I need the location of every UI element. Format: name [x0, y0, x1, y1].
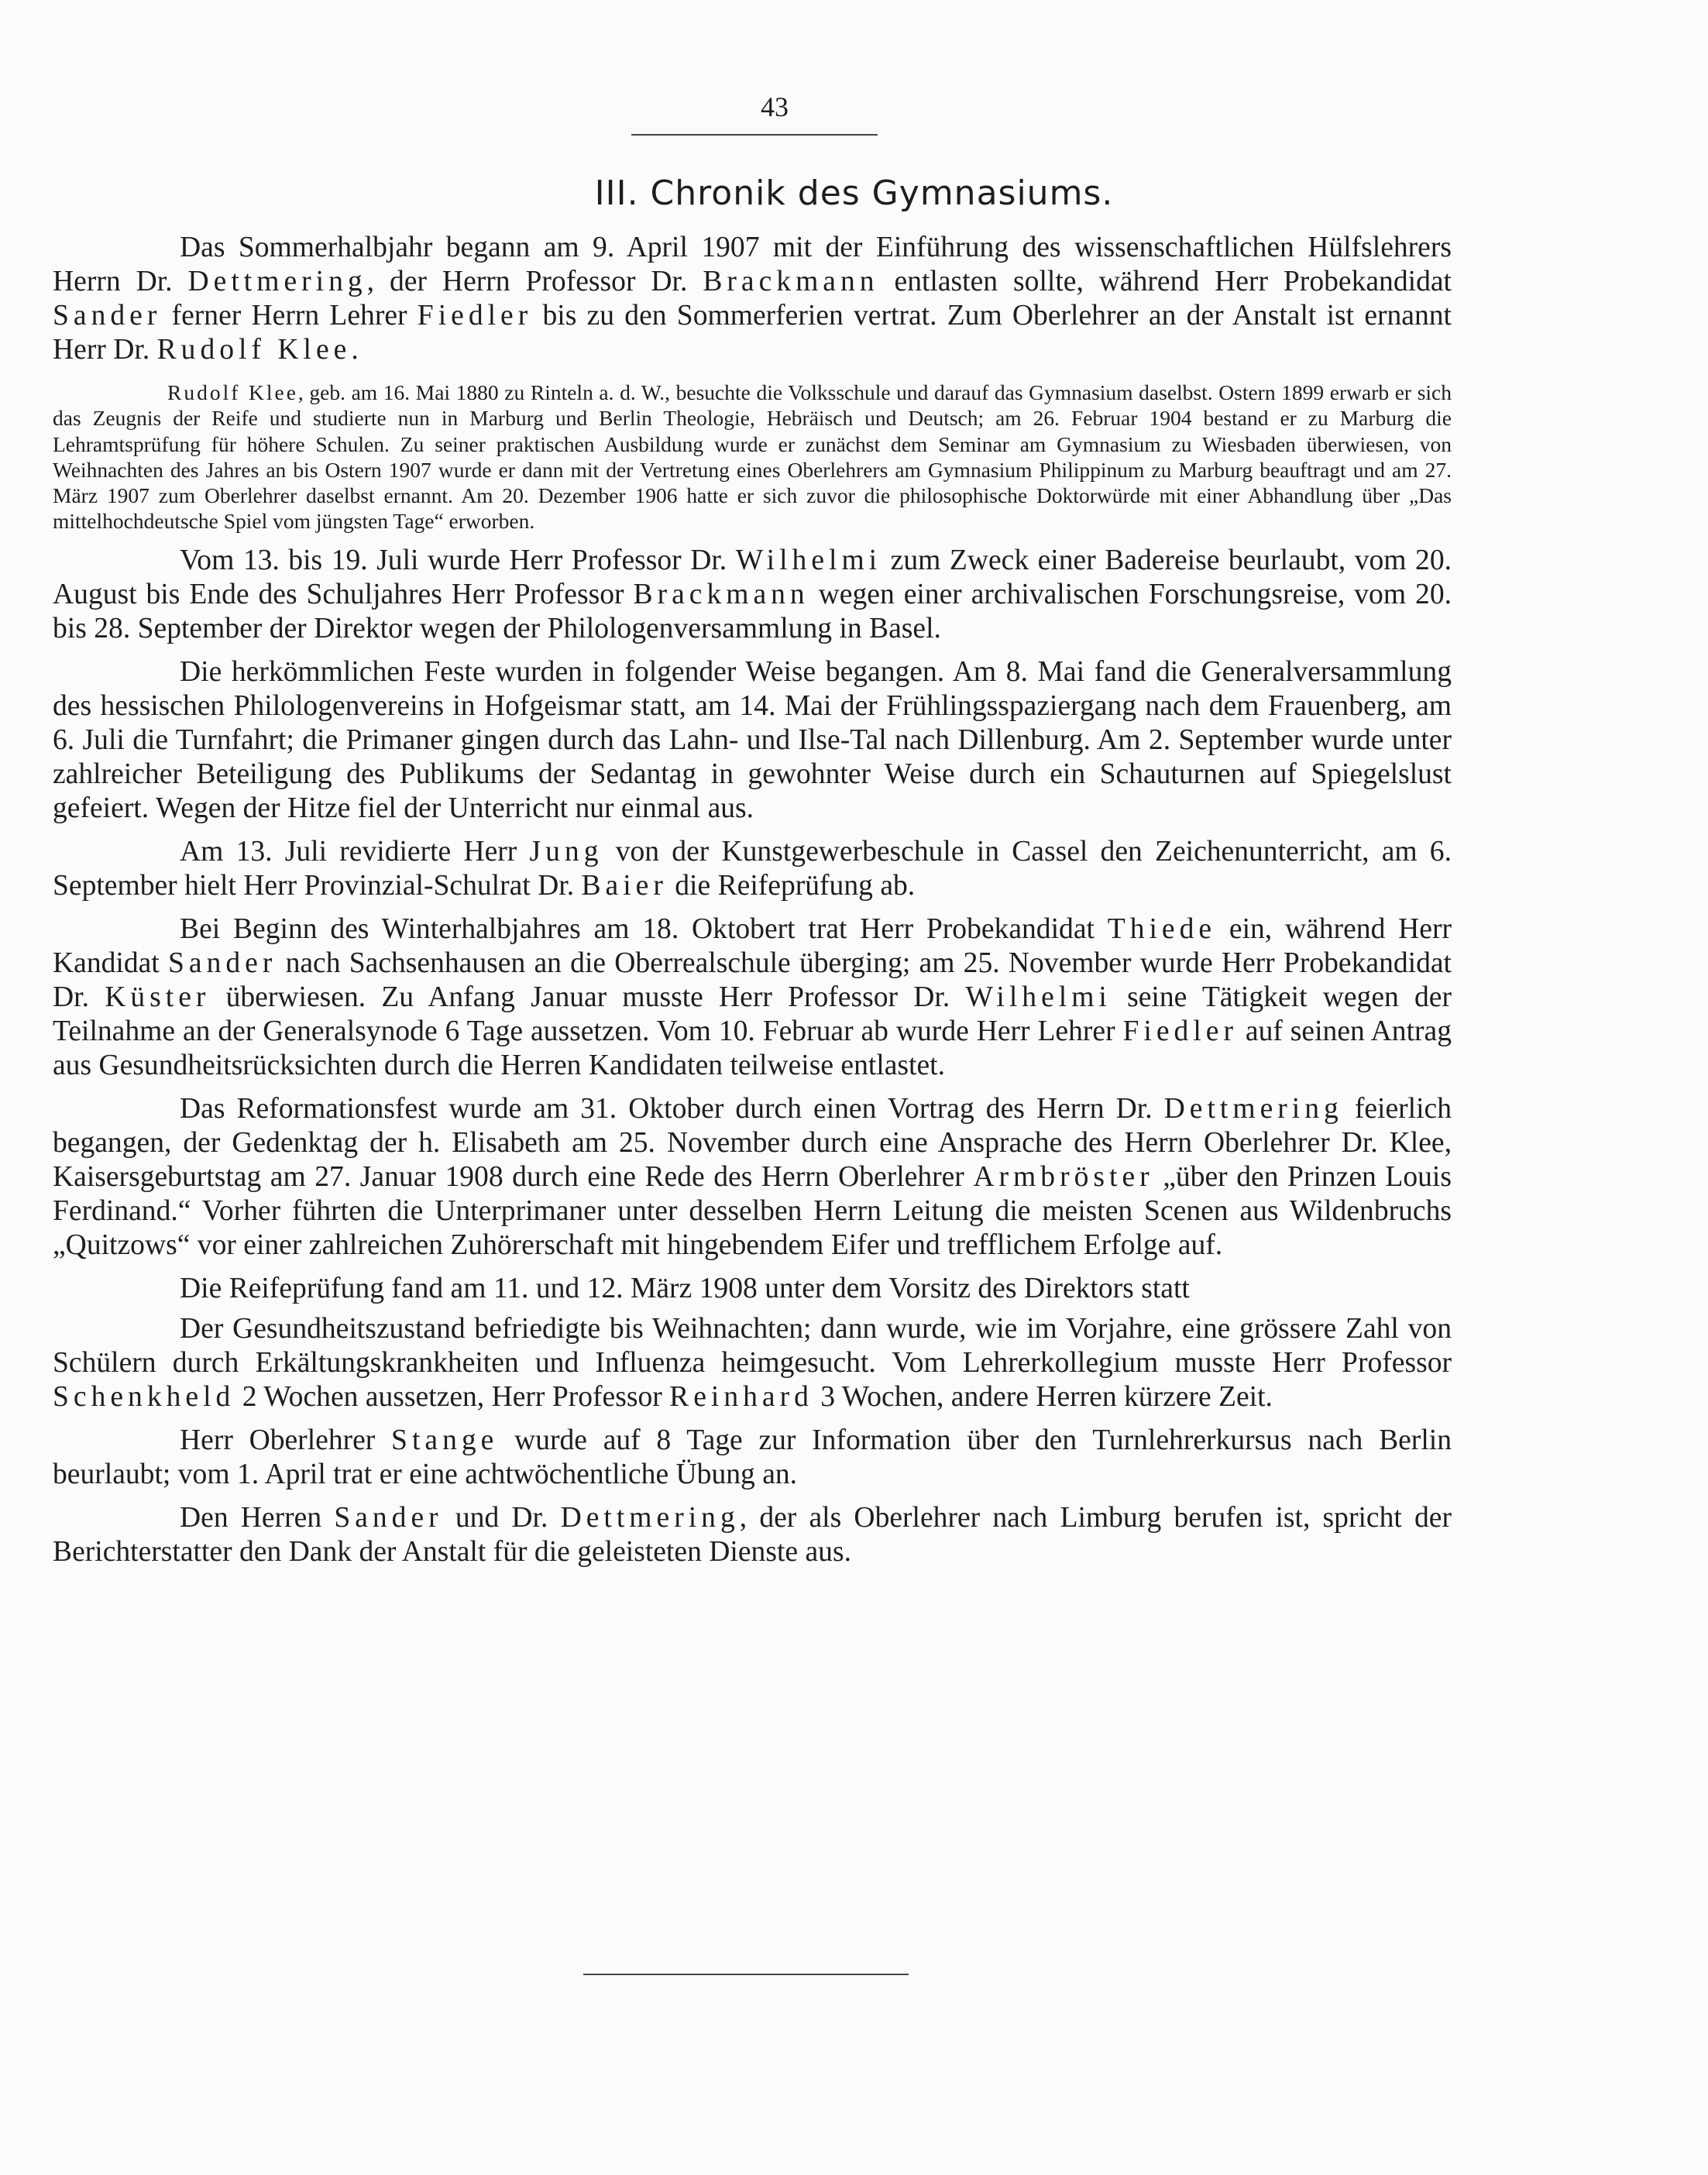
text-run: Das Sommerhalbjahr begann am 9. April 1907 mit der Einführung des wissenschaftlichen Hülfslehrers Herrn Dr.	[53, 232, 1452, 297]
text-run: 3 Wochen, andere Herren kürzere Zeit.	[813, 1380, 1273, 1413]
paragraph-semester-start	[53, 231, 1452, 367]
chronicle-body	[53, 231, 1452, 1569]
person-name: Rudolf Klee	[156, 334, 352, 366]
text-run: Der Gesundheitszustand befriedigte bis Weihnachten; dann wurde, wie im Vorjahre, eine grössere Zahl von Schülern durch Erkältungskrankheiten und Influenza heimgesucht. Vom Lehrerkollegium musste Herr Professor	[53, 1312, 1452, 1379]
person-name: Dettmering	[560, 1501, 740, 1534]
text-run: 2 Wochen aussetzen, Herr Professor	[235, 1380, 670, 1413]
person-name: Armbröster	[973, 1160, 1154, 1193]
text-run: Die herkömmlichen Feste wurden in folgender Weise begangen. Am 8. Mai fand die Generalversammlung des hessischen Philologenvereins in Hofgeismar statt, am 14. Mai der Frühlingsspaziergang nach dem Frauenberg, am 6. Juli die Turnfahrt; die Primaner gingen durch das Lahn- und Ilse-Tal nach Dillenburg. Am 2. September wurde unter zahlreicher Beteiligung des Publikums der Sedantag in gewohnter Weise durch ein Schauturnen auf Spiegelslust gefeiert. Wegen der Hitze fiel der Unterricht nur einmal aus.	[53, 655, 1452, 824]
text-run: Vom 13. bis 19. Juli wurde Herr Professor Dr.	[180, 544, 736, 576]
text-run: „über den Prinzen Louis Ferdinand.“ Vorher führten die Unterprimaner unter desselben Herrn Leitung die meisten Scenen aus Wildenbruchs „Quitzows“ vor einer zahlreichen Zuhörerschaft mit hingebendem Eifer und trefflichem Erfolge auf.	[53, 1160, 1452, 1261]
person-name: Fiedler	[417, 300, 533, 332]
text-run: Bei Beginn des Winterhalbjahres am 18. Oktobert trat Herr Probekandidat	[180, 912, 1108, 945]
person-name: Brackmann	[703, 266, 879, 297]
text-run: Herr Oberlehrer	[180, 1424, 392, 1456]
person-name: Brackmann	[633, 578, 809, 610]
person-name: Fiedler	[1122, 1015, 1238, 1047]
text-run: feierlich begangen, der Gedenktag der h. Elisabeth am 25. November durch eine Ansprache des Herrn Oberlehrer Dr. Klee, Kaisersgeburtstag am 27. Januar 1908 durch eine Rede des Herrn Oberlehrer	[53, 1092, 1452, 1193]
person-name: Wilhelmi	[735, 544, 882, 576]
text-run: Am 13. Juli revidierte Herr	[180, 835, 530, 868]
text-run: Das Reformationsfest wurde am 31. Oktober durch einen Vortrag des Herrn Dr.	[180, 1092, 1164, 1125]
paragraph-leave	[53, 544, 1452, 646]
paragraph-health	[53, 1312, 1452, 1414]
person-name: Rudolf Klee	[167, 380, 298, 404]
paragraph-thanks	[53, 1501, 1452, 1569]
header-rule	[631, 134, 878, 136]
text-run: .	[351, 334, 359, 366]
person-name: Sander	[334, 1501, 443, 1534]
person-name: Sander	[53, 300, 162, 332]
text-run: , geb. am 16. Mai 1880 zu Rinteln a. d. W., besuchte die Volksschule und darauf das Gymnasium daselbst. Ostern 1899 erwarb er sich das Zeugnis der Reife und studierte nun in Marburg und Berlin Theologie, Hebräisch und Deutsch; am 26. Februar 1904 bestand er zu Marburg die Lehramtsprüfung für höhere Schulen. Zu seiner praktischen Ausbildung wurde er zunächst dem Seminar am Gymnasium zu Wiesbaden überwiesen, von Weihnachten des Jahres an bis Ostern 1907 wurde er dann mit der Vertretung eines Oberlehrers am Gymnasium Philippinum zu Marburg beauftragt und am 27. März 1907 zum Oberlehrer daselbst ernannt. Am 20. Dezember 1906 hatte er sich zuvor die philosophische Doktorwürde mit einer Abhandlung über „Das mittelhochdeutsche Spiel vom jüngsten Tage“ erworben.	[53, 380, 1452, 534]
text-run: die Reifeprüfung ab.	[667, 869, 916, 902]
paragraph-festivals	[53, 655, 1452, 826]
person-name: Küster	[105, 981, 211, 1013]
page-number: 43	[761, 91, 789, 122]
text-run: von der Kunstgewerbeschule in Cassel den Zeichenunterricht, am 6. September hielt Herr Provinzial-Schulrat Dr.	[53, 835, 1452, 902]
text-run: entlasten sollte, während Herr Probekandidat	[878, 266, 1452, 297]
person-name: Baier	[581, 869, 668, 902]
person-name: Sander	[167, 947, 277, 979]
text-run: seine Tätigkeit wegen der Teilnahme an der Generalsynode 6 Tage aussetzen. Vom 10. Februar ab wurde Herr Lehrer	[53, 981, 1452, 1047]
text-run: wegen einer archivalischen Forschungsreise, vom 20. bis 28. September der Direktor wegen der Philologenversammlung in Basel.	[53, 578, 1452, 644]
person-name: Reinhard	[669, 1380, 813, 1413]
text-run: ferner Herrn Lehrer	[161, 300, 418, 332]
footer-rule	[583, 1974, 909, 1975]
text-run: auf seinen Antrag aus Gesundheitsrücksichten durch die Herren Kandidaten teilweise entlastet.	[53, 1015, 1452, 1081]
person-name: Schenkheld	[53, 1380, 235, 1413]
paragraph-gymnastics-course	[53, 1424, 1452, 1492]
person-name: Jung	[529, 835, 603, 868]
text-run: und Dr.	[442, 1501, 561, 1534]
text-run: Den Herren	[180, 1501, 335, 1534]
person-name: Wilhelmi	[965, 981, 1112, 1013]
text-run: Die Reifeprüfung fand am 11. und 12. März 1908 unter dem Vorsitz des Direktors statt	[180, 1272, 1190, 1304]
person-name: Stange	[391, 1424, 499, 1456]
paragraph-final-exam	[53, 1272, 1452, 1306]
text-run: zum Zweck einer Badereise beurlaubt, vom 20. August bis Ende des Schuljahres Herr Professor	[53, 544, 1452, 610]
paragraph-inspections	[53, 835, 1452, 903]
person-name: Dettmering	[187, 266, 367, 297]
person-name: Thiede	[1107, 912, 1217, 945]
chapter-heading: III. Chronik des Gymnasiums.	[594, 174, 1114, 213]
biography-note	[53, 380, 1452, 534]
text-run: , der Herrn Professor Dr.	[366, 266, 703, 297]
paragraph-winter-semester	[53, 912, 1452, 1083]
paragraph-celebrations	[53, 1092, 1452, 1263]
text-run: ein, während Herr Kandidat	[53, 912, 1452, 979]
text-run: bis zu den Sommerferien vertrat. Zum Oberlehrer an der Anstalt ist ernannt Herr Dr.	[53, 300, 1452, 366]
text-run: wurde auf 8 Tage zur Information über den Turnlehrerkursus nach Berlin beurlaubt; vom 1. April trat er eine achtwöchentliche Übung an.	[53, 1424, 1452, 1490]
text-run: nach Sachsenhausen an die Oberrealschule überging; am 25. November wurde Herr Probekandidat Dr.	[53, 947, 1452, 1013]
person-name: Dettmering	[1163, 1092, 1343, 1125]
text-run: , der als Oberlehrer nach Limburg berufen ist, spricht der Berichterstatter den Dank der Anstalt für die geleisteten Dienste aus.	[53, 1501, 1452, 1568]
text-run: überwiesen. Zu Anfang Januar musste Herr Professor Dr.	[210, 981, 966, 1013]
